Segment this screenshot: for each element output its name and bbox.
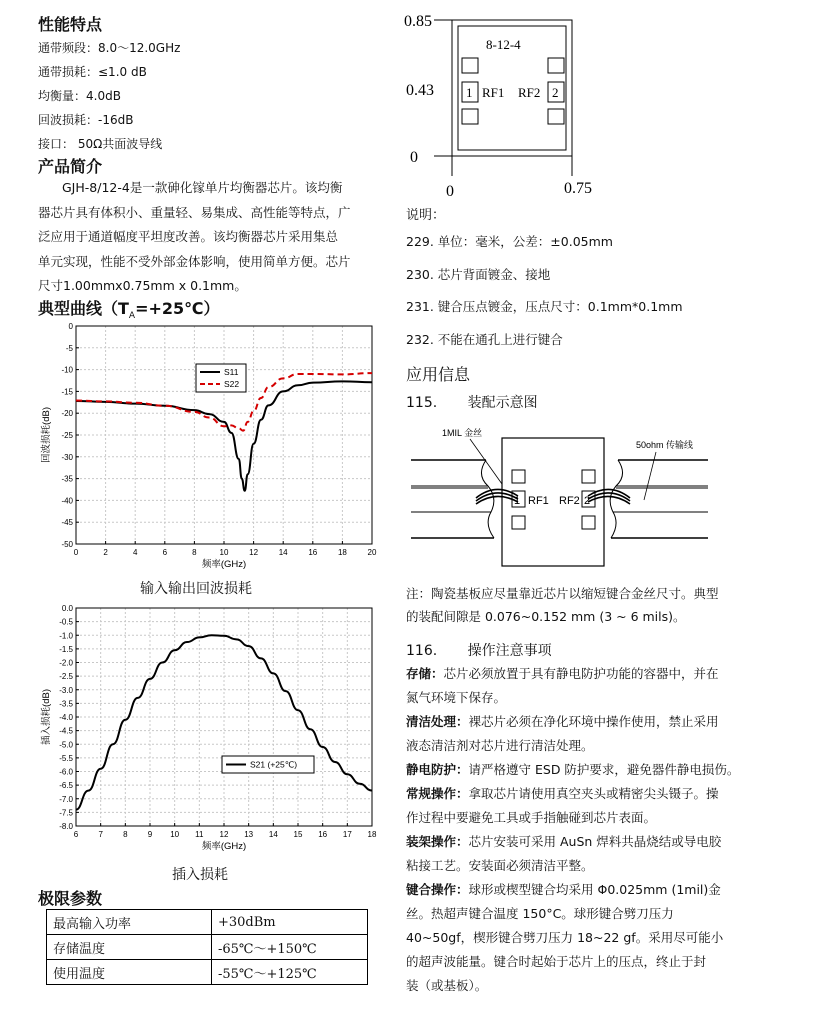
chip-outline-drawing <box>404 8 604 204</box>
feature-item: 接口： 50Ω共面波导线 <box>38 137 163 151</box>
y-tick-label: -1.0 <box>59 631 73 641</box>
ops-heading: 116. 操作注意事项 <box>406 643 552 659</box>
feature-item: 通带频段：8.0～12.0GHz <box>38 41 181 55</box>
assembly-heading: 115. 装配示意图 <box>406 395 538 411</box>
bond-pad <box>548 58 564 73</box>
ops-item: 常规操作：拿取芯片请使用真空夹头或精密尖头镊子。操 <box>406 786 719 801</box>
limit-name: 使用温度 <box>47 960 212 985</box>
limit-name: 最高输入功率 <box>47 910 212 935</box>
y-tick-label: -2.0 <box>59 658 73 668</box>
y-tick-label: 0.0 <box>61 604 73 613</box>
note-item: 231. 键合压点镀金，压点尺寸：0.1mm*0.1mm <box>406 299 683 315</box>
y-tick-label: -5 <box>65 343 73 353</box>
x-tick-label: 14 <box>268 830 278 839</box>
ops-list: 存储：芯片必须放置于具有静电防护功能的容器中，并在 氮气环境下保存。 清洁处理：裸芯片必须在净化环境中操作使用，禁止采用 液态清洁剂对芯片进行清洁处理。 静电防护：请严格遵守 ESD 防护要求，避免器件静电损伤。 常规操作：拿取芯片请使用真空夹头或精密尖头镊子。操 作过程中要避免工具或手指触碰到芯片表面。 装架操作：芯片安装可采用 AuSn 焊料共晶烧结或导电胶 粘接工艺。安装面必须清洁平整。 键合操作：球形或楔型键合均采用 Φ0.025mm (1mil)金 丝。热超声键合温度 150°C。球形键合劈刀压力 40~50gf，楔形键合劈刀压力 18~22 gf。采用尽可能小 的超声波能量。键合时起始于芯片上的压点，终止于封 装（或基板）。 <box>406 662 826 998</box>
y-tick-label: -7.0 <box>59 794 73 804</box>
y-tick-label: -35 <box>61 474 73 484</box>
intro-line: 尺寸1.00mmx0.75mm x 0.1mm。 <box>38 278 247 293</box>
chart1-caption: 输入输出回波损耗 <box>140 581 252 597</box>
x-tick-label: 4 <box>132 548 138 557</box>
x-tick-label: 16 <box>308 548 318 557</box>
limits-table <box>46 909 368 985</box>
y-tick-label: -4.0 <box>59 713 73 722</box>
intro-line: 单元实现，性能不受外部金体影响，使用简单方便。芯片 <box>38 253 351 269</box>
x-tick-label: 7 <box>98 830 103 839</box>
bond-pad <box>462 58 478 73</box>
right-substrate <box>610 460 708 538</box>
notes-list <box>406 226 683 357</box>
x-tick-label: 10 <box>170 830 180 839</box>
bond-pad <box>462 109 478 124</box>
y-tick-label: -10 <box>61 365 73 375</box>
legend-label: S11 <box>224 367 239 377</box>
assembly-diagram <box>406 420 716 580</box>
y-tick-label: -6.0 <box>59 767 73 777</box>
assembly-note: 注：陶瓷基板应尽量靠近芯片以缩短键合金丝尺寸。典型 的装配间隙是 0.076~0.152 mm (3 ~ 6 mils)。 <box>406 586 719 624</box>
intro-title: 产品简介 <box>38 157 103 176</box>
y-tick-label: -25 <box>61 431 73 440</box>
rf2-label: RF2 <box>518 85 541 100</box>
x-tick-label: 11 <box>195 830 204 839</box>
dim-label-0-x: 0 <box>446 183 454 200</box>
x-tick-label: 8 <box>123 830 128 839</box>
pad1-label: 1 <box>514 495 521 507</box>
x-tick-label: 18 <box>337 548 347 557</box>
pad2-label: 2 <box>584 495 591 507</box>
y-tick-label: -15 <box>61 387 73 397</box>
y-tick-label: -0.5 <box>59 617 73 627</box>
table-row <box>47 935 368 960</box>
ops-item: 静电防护：请严格遵守 ESD 防护要求，避免器件静电损伤。 <box>406 762 740 777</box>
y-tick-label: -2.5 <box>59 672 73 682</box>
x-tick-label: 2 <box>103 548 108 557</box>
legend-label: S22 <box>224 379 240 389</box>
intro-line: 器芯片具有体积小、重量轻、易集成、高性能等特点，广 <box>38 204 351 220</box>
feature-item: 回波损耗：-16dB <box>38 113 134 127</box>
features-title: 性能特点 <box>38 15 103 34</box>
y-tick-label: -6.5 <box>59 781 73 791</box>
table-row <box>47 960 368 985</box>
note-item: 229. 单位：毫米，公差：±0.05mm <box>406 234 613 249</box>
app-title: 应用信息 <box>406 365 471 384</box>
wire-leader <box>470 439 502 484</box>
y-tick-label: -3.5 <box>59 699 73 709</box>
note-item: 232. 不能在通孔上进行键合 <box>406 332 563 348</box>
features-list <box>38 36 180 156</box>
dim-label-085: 0.85 <box>404 13 432 30</box>
x-tick-label: 14 <box>278 548 288 557</box>
y-axis-label: 回波损耗(dB) <box>41 407 52 463</box>
limit-value: +30dBm <box>212 910 368 935</box>
x-tick-label: 13 <box>244 830 254 839</box>
x-axis-label: 频率(GHz) <box>201 841 247 852</box>
ops-item: 存储：芯片必须放置于具有静电防护功能的容器中，并在 <box>406 666 719 681</box>
pad2-label: 2 <box>552 85 559 100</box>
y-tick-label: -7.5 <box>59 808 73 818</box>
intro-line: GJH-8/12-4是一款砷化镓单片均衡器芯片。该均衡 <box>62 180 343 195</box>
x-axis-label: 频率(GHz) <box>201 559 247 570</box>
ops-item: 装架操作：芯片安装可采用 AuSn 焊料共晶烧结或导电胶 <box>406 834 722 849</box>
y-tick-label: -50 <box>61 540 73 549</box>
intro-text <box>38 176 351 299</box>
tline-leader <box>644 452 656 500</box>
x-tick-label: 17 <box>342 830 352 839</box>
dim-label-075: 0.75 <box>564 180 592 197</box>
chart2-caption: 插入损耗 <box>172 867 228 883</box>
x-tick-label: 0 <box>73 548 79 557</box>
y-axis-label: 插入损耗(dB) <box>41 689 52 745</box>
rf1-label: RF1 <box>482 85 505 100</box>
x-tick-label: 16 <box>318 830 328 839</box>
wire-label: 1MIL 金丝 <box>442 428 483 438</box>
y-tick-label: -8.0 <box>59 822 73 831</box>
x-tick-label: 12 <box>249 548 259 557</box>
y-tick-label: -1.5 <box>59 644 73 654</box>
notes-title: 说明： <box>406 208 446 223</box>
chip-label: 8-12-4 <box>486 37 521 52</box>
y-tick-label: -20 <box>61 409 73 419</box>
note-item: 230. 芯片背面镀金、接地 <box>406 266 551 282</box>
x-tick-label: 6 <box>73 830 79 839</box>
limits-title: 极限参数 <box>38 889 103 908</box>
return-loss-chart <box>36 318 381 580</box>
dim-label-043: 0.43 <box>406 82 434 99</box>
dim-label-0-y: 0 <box>410 149 418 166</box>
curves-title: 典型曲线$(T_A=+25℃)$ <box>38 299 220 322</box>
bond-pad <box>548 109 564 124</box>
x-tick-label: 20 <box>367 548 377 557</box>
y-tick-label: -30 <box>61 452 73 462</box>
rf2-label: RF2 <box>559 495 580 507</box>
y-tick-label: 0 <box>68 322 73 331</box>
limit-value: -55℃～+125℃ <box>212 960 368 985</box>
rf1-label: RF1 <box>528 495 549 507</box>
y-tick-label: -4.5 <box>59 726 73 736</box>
y-tick-label: -45 <box>61 518 73 528</box>
ops-item: 清洁处理：裸芯片必须在净化环境中操作使用，禁止采用 <box>406 714 719 729</box>
table-row <box>47 910 368 935</box>
pad1-label: 1 <box>466 85 473 100</box>
limit-name: 存储温度 <box>47 935 212 960</box>
legend-label: S21 (+25℃) <box>250 759 298 770</box>
x-tick-label: 9 <box>147 830 153 839</box>
tline-label: 50ohm 传输线 <box>636 440 694 450</box>
feature-item: 通带损耗：≤1.0 dB <box>38 65 147 79</box>
y-tick-label: -3.0 <box>59 685 73 695</box>
x-tick-label: 12 <box>219 830 229 839</box>
x-tick-label: 8 <box>192 548 197 557</box>
y-tick-label: -5.0 <box>59 740 73 750</box>
y-tick-label: -40 <box>61 496 73 506</box>
feature-item: 均衡量：4.0dB <box>38 89 121 103</box>
x-tick-label: 10 <box>219 548 229 557</box>
y-tick-label: -5.5 <box>59 753 73 763</box>
insertion-loss-chart <box>36 602 381 862</box>
x-tick-label: 15 <box>293 830 303 839</box>
ops-item: 键合操作：球形或楔型键合均采用 Φ0.025mm (1mil)金 <box>406 882 721 897</box>
intro-line: 泛应用于通道幅度平坦度改善。该均衡器芯片采用集总 <box>38 229 339 244</box>
x-tick-label: 18 <box>367 830 377 839</box>
left-substrate <box>411 460 494 538</box>
x-tick-label: 6 <box>162 548 168 557</box>
limit-value: -65℃～+150℃ <box>212 935 368 960</box>
